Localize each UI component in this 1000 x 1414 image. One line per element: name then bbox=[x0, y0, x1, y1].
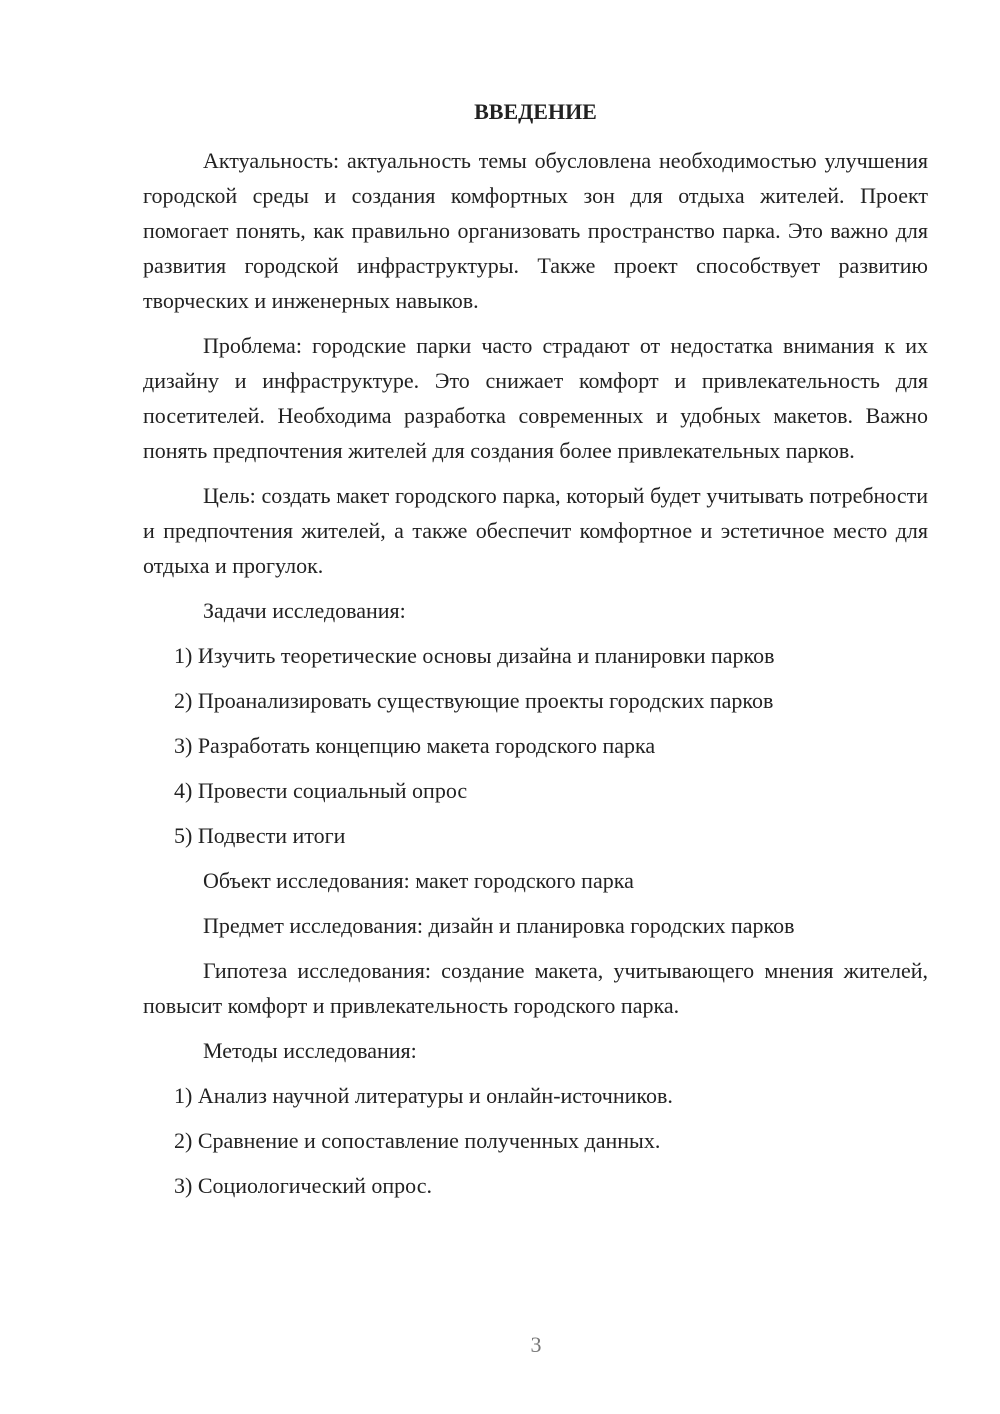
task-item: 3) Разработать концепцию макета городского парка bbox=[174, 733, 656, 758]
page-number: 3 bbox=[530, 1332, 542, 1357]
tasks-heading: Задачи исследования: bbox=[203, 598, 406, 623]
task-item: 2) Проанализировать существующие проекты городских парков bbox=[174, 688, 774, 713]
methods-heading: Методы исследования: bbox=[203, 1038, 417, 1063]
relevance-paragraph: Актуальность: актуальность темы обусловлена необходимостью улучшения городской среды и создания комфортных зон для отдыха жителей. Проект помогает понять, как правильно организовать пространство парка. Это важно для развития городской инфраструктуры. Также проект способствует развитию творческих и инженерных навыков. bbox=[143, 148, 928, 313]
problem-paragraph: Проблема: городские парки часто страдают от недостатка внимания к их дизайну и инфраструктуре. Это снижает комфорт и привлекательность для посетителей. Необходима разработка современных и удобных макетов. Важно понять предпочтения жителей для создания более привлекательных парков. bbox=[143, 333, 928, 463]
task-item: 1) Изучить теоретические основы дизайна и планировки парков bbox=[174, 643, 775, 668]
task-item: 4) Провести социальный опрос bbox=[174, 778, 468, 803]
hypothesis-paragraph: Гипотеза исследования: создание макета, учитывающего мнения жителей, повысит комфорт и привлекательность городского парка. bbox=[143, 958, 928, 1018]
task-item: 5) Подвести итоги bbox=[174, 823, 346, 848]
subject-paragraph: Предмет исследования: дизайн и планировка городских парков bbox=[203, 913, 795, 938]
method-item: 3) Социологический опрос. bbox=[174, 1173, 432, 1198]
page-content bbox=[143, 94, 928, 1213]
tasks-list bbox=[143, 638, 928, 853]
method-item: 2) Сравнение и сопоставление полученных данных. bbox=[174, 1128, 661, 1153]
method-item: 1) Анализ научной литературы и онлайн-источников. bbox=[174, 1083, 673, 1108]
methods-list bbox=[143, 1078, 928, 1203]
section-title: ВВЕДЕНИЕ bbox=[474, 99, 597, 124]
object-paragraph: Объект исследования: макет городского парка bbox=[203, 868, 634, 893]
goal-paragraph: Цель: создать макет городского парка, который будет учитывать потребности и предпочтения жителей, а также обеспечит комфортное и эстетичное место для отдыха и прогулок. bbox=[143, 483, 928, 578]
